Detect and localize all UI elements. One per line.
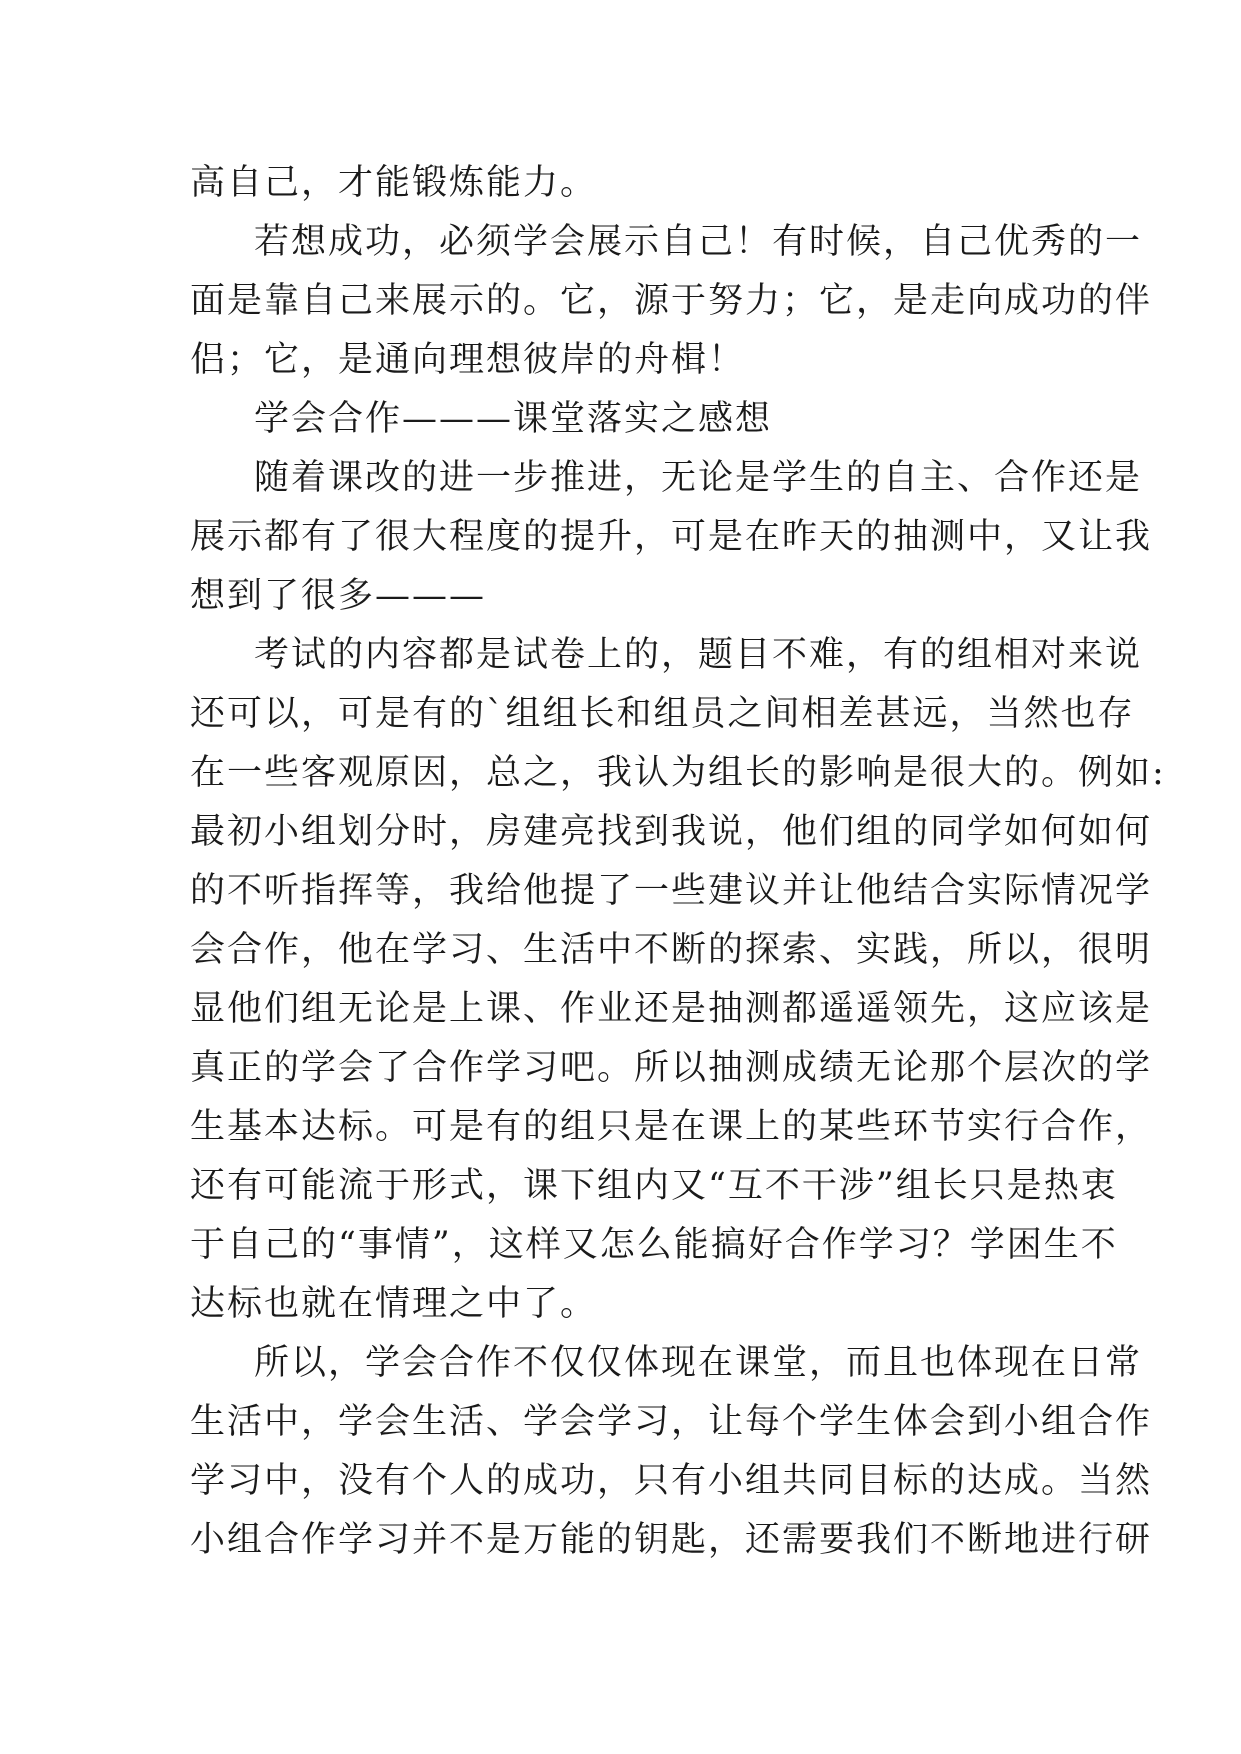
text-line: 侣；它，是通向理想彼岸的舟楫！	[190, 340, 746, 380]
text-line: 还可以，可是有的`组组长和组员之间相差甚远，当然也存	[190, 694, 1135, 734]
text-line: 展示都有了很大程度的提升，可是在昨天的抽测中，又让我	[190, 517, 1153, 557]
text-line: 想到了很多———	[190, 576, 487, 616]
text-line: 生活中，学会生活、学会学习，让每个学生体会到小组合作	[190, 1402, 1153, 1442]
text-line: 高自己，才能锻炼能力。	[190, 163, 598, 203]
text-line: 生基本达标。可是有的组只是在课上的某些环节实行合作，	[190, 1107, 1153, 1147]
text-line: 在一些客观原因，总之，我认为组长的影响是很大的。例如:	[190, 753, 1166, 793]
text-line: 真正的学会了合作学习吧。所以抽测成绩无论那个层次的学	[190, 1048, 1153, 1088]
text-line: 学习中，没有个人的成功，只有小组共同目标的达成。当然	[190, 1461, 1153, 1501]
text-line: 显他们组无论是上课、作业还是抽测都遥遥领先，这应该是	[190, 989, 1153, 1029]
text-line: 的不听指挥等，我给他提了一些建议并让他结合实际情况学	[190, 871, 1153, 911]
text-line: 最初小组划分时，房建亮找到我说，他们组的同学如何如何	[190, 812, 1153, 852]
text-line: 还有可能流于形式，课下组内又“互不干涉”组长只是热衷	[190, 1166, 1118, 1206]
text-line: 达标也就在情理之中了。	[190, 1284, 598, 1324]
text-line: 于自己的“事情”，这样又怎么能搞好合作学习？学困生不	[190, 1225, 1118, 1265]
text-line: 学会合作———课堂落实之感想	[254, 399, 773, 439]
text-line: 会合作，他在学习、生活中不断的探索、实践，所以，很明	[190, 930, 1153, 970]
text-line: 若想成功，必须学会展示自己！有时候，自己优秀的一	[254, 222, 1143, 262]
text-line: 小组合作学习并不是万能的钥匙，还需要我们不断地进行研	[190, 1520, 1153, 1560]
text-line: 所以，学会合作不仅仅体现在课堂，而且也体现在日常	[254, 1343, 1143, 1383]
document-body	[190, 154, 1166, 1570]
text-line: 面是靠自己来展示的。它，源于努力；它，是走向成功的伴	[190, 281, 1153, 321]
text-line: 随着课改的进一步推进，无论是学生的自主、合作还是	[254, 458, 1143, 498]
text-line: 考试的内容都是试卷上的，题目不难，有的组相对来说	[254, 635, 1143, 675]
